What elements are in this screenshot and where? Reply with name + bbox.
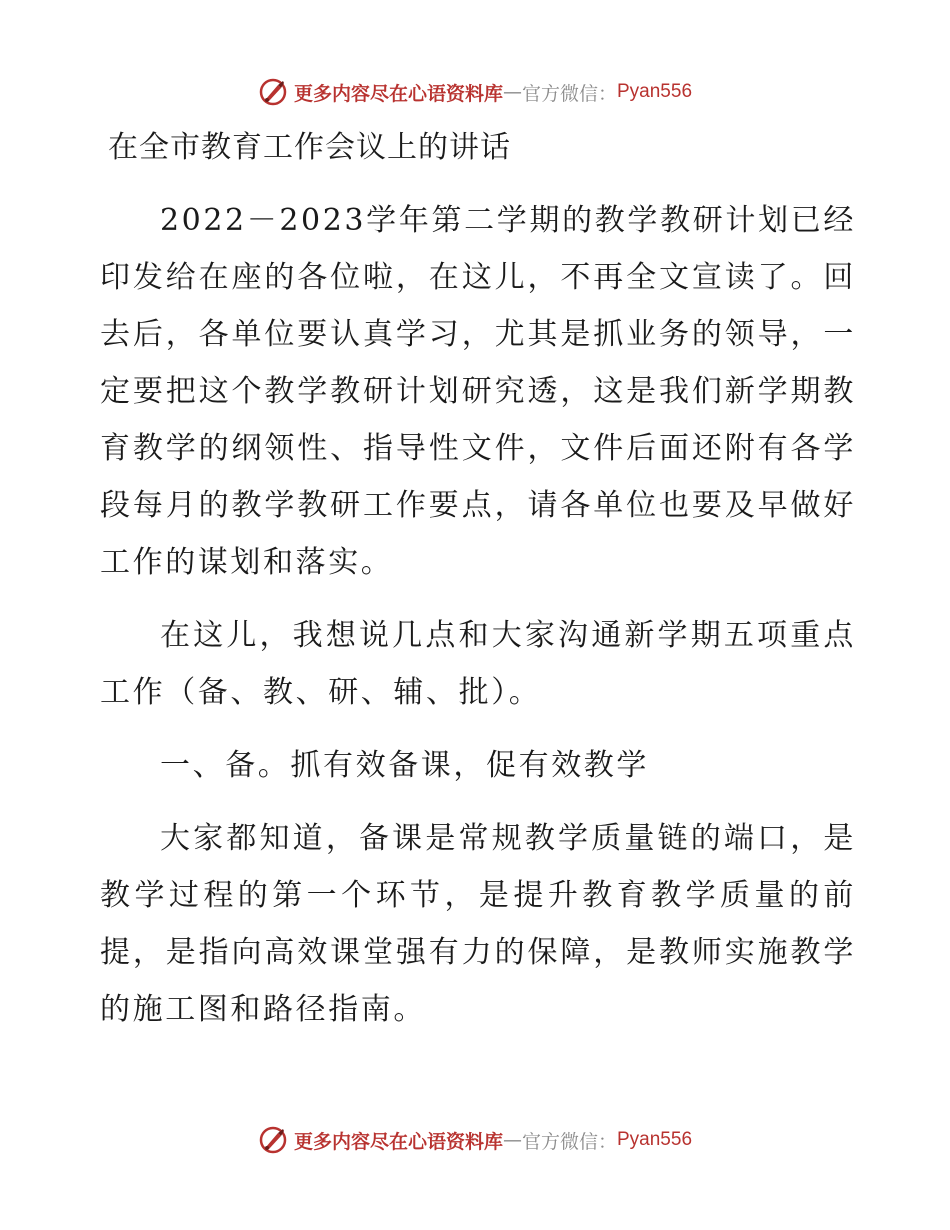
header-watermark: [0, 72, 950, 112]
quill-seal-icon: [258, 77, 288, 107]
watermark-channel-text: 官方微信：: [521, 1130, 617, 1153]
paragraph-lesson-preparation: 大家都知道，备课是常规教学质量链的端口，是教学过程的第一个环节，是提升教育教学质量的前提，是指向高效课堂强有力的保障，是教师实施教学的施工图和路径指南。: [100, 821, 856, 1027]
watermark-account-id: Pyan556: [617, 81, 693, 102]
paragraph-teaching-plan: 2022－2023学年第二学期的教学教研计划已经印发给在座的各位啦，在这儿，不再全文宣读了。回去后，各单位要认真学习，尤其是抓业务的领导，一定要把这个教学教研计划研究透，这是我们新学期教育教学的纲领性、指导性文件，文件后面还附有各学段每月的教学教研工作要点，请各单位也要及早做好工作的谋划和落实。: [100, 203, 856, 580]
watermark-brand-text: 更多内容尽在心语资料库: [293, 1130, 503, 1153]
watermark-brand-text: 更多内容尽在心语资料库: [293, 82, 503, 105]
document-title: 在全市教育工作会议上的讲话: [108, 130, 511, 165]
footer-watermark: [0, 1120, 950, 1160]
quill-seal-icon: [258, 1125, 288, 1155]
watermark-account-id: Pyan556: [617, 1129, 693, 1150]
watermark-separator: —: [502, 1129, 522, 1151]
watermark-channel-text: 官方微信：: [521, 82, 617, 105]
document-body: [100, 192, 856, 1054]
watermark-separator: —: [502, 81, 522, 103]
section-heading-preparation: 一、备。抓有效备课，促有效教学: [160, 748, 649, 783]
paragraph-five-key-tasks: 在这儿，我想说几点和大家沟通新学期五项重点工作（备、教、研、辅、批）。: [100, 618, 856, 710]
